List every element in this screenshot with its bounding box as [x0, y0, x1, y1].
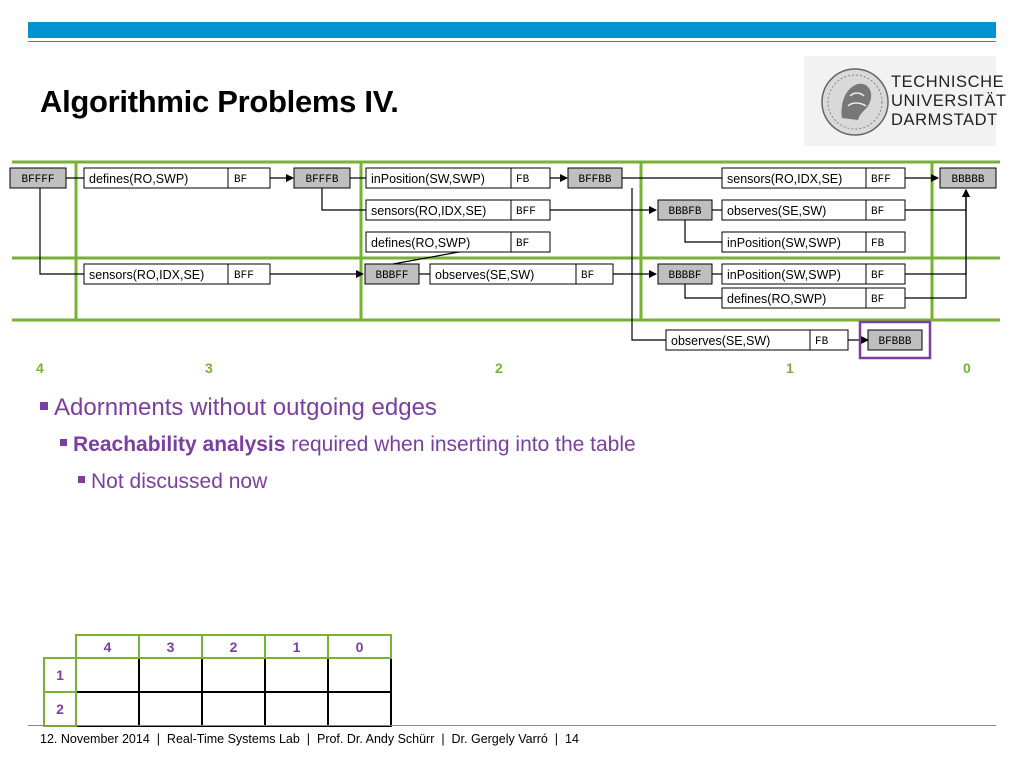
level-label: 3	[205, 360, 213, 376]
svg-text:observes(SE,SW): observes(SE,SW)	[435, 268, 535, 282]
svg-text:BFFFB: BFFFB	[305, 174, 339, 186]
state-node	[658, 264, 712, 284]
literal-node	[366, 168, 550, 188]
table-cell	[202, 658, 265, 692]
table-cell	[202, 692, 265, 726]
reachability-table	[43, 634, 392, 727]
footer-text: 12. November 2014 | Real-Time Systems Lab | Prof. Dr. Andy Schürr | Dr. Gergely Varró | 14	[40, 732, 579, 746]
svg-text:BFF: BFF	[871, 174, 891, 186]
svg-text:inPosition(SW,SWP): inPosition(SW,SWP)	[371, 172, 485, 186]
literal-node	[666, 330, 848, 350]
bullet-square-icon	[40, 402, 48, 410]
state-node	[940, 168, 996, 188]
svg-text:defines(RO,SWP): defines(RO,SWP)	[727, 292, 827, 306]
row-header: 1	[44, 658, 76, 692]
svg-text:BFFFF: BFFFF	[21, 174, 55, 186]
svg-text:BBBBF: BBBBF	[668, 270, 702, 282]
svg-text:BFBBB: BFBBB	[878, 336, 912, 348]
svg-text:sensors(RO,IDX,SE): sensors(RO,IDX,SE)	[371, 204, 487, 218]
table-cell	[328, 692, 391, 726]
state-node	[365, 264, 419, 284]
svg-text:BFFBB: BFFBB	[578, 174, 612, 186]
svg-text:BFF: BFF	[516, 206, 536, 218]
table-cell	[139, 692, 202, 726]
svg-text:BBBFF: BBBFF	[375, 270, 409, 282]
literal-node	[366, 200, 550, 220]
bullet-item: Not discussed now	[78, 470, 267, 494]
svg-text:inPosition(SW,SWP): inPosition(SW,SWP)	[727, 236, 841, 250]
svg-text:observes(SE,SW): observes(SE,SW)	[671, 334, 771, 348]
column-header: 1	[265, 635, 328, 658]
literal-node	[722, 232, 905, 252]
level-label: 0	[963, 360, 971, 376]
table-row	[44, 658, 391, 692]
state-node	[294, 168, 350, 188]
table-cell	[76, 658, 139, 692]
footer-divider	[28, 725, 996, 726]
state-node	[658, 200, 712, 220]
column-header: 2	[202, 635, 265, 658]
svg-text:BF: BF	[871, 270, 885, 282]
column-header: 3	[139, 635, 202, 658]
svg-text:BF: BF	[516, 238, 530, 250]
literal-node	[430, 264, 613, 284]
svg-text:BF: BF	[871, 206, 885, 218]
column-header: 0	[328, 635, 391, 658]
table-cell	[265, 658, 328, 692]
svg-text:BFF: BFF	[234, 270, 254, 282]
logo-text: TECHNISCHE UNIVERSITÄT DARMSTADT	[891, 73, 1007, 129]
bullet-item: Reachability analysis required when inserting into the table	[60, 433, 636, 457]
svg-text:FB: FB	[516, 174, 530, 186]
literal-node	[366, 232, 550, 252]
state-node	[568, 168, 622, 188]
literal-node	[84, 264, 270, 284]
svg-text:FB: FB	[871, 238, 885, 250]
state-node-highlighted	[860, 322, 930, 358]
svg-text:BF: BF	[234, 174, 248, 186]
table-cell	[139, 658, 202, 692]
svg-text:defines(RO,SWP): defines(RO,SWP)	[89, 172, 189, 186]
table-cell	[76, 692, 139, 726]
row-header: 2	[44, 692, 76, 726]
level-label: 2	[495, 360, 503, 376]
svg-text:BF: BF	[581, 270, 595, 282]
table-row	[44, 692, 391, 726]
svg-text:BBBBB: BBBBB	[951, 174, 985, 186]
literal-node	[722, 200, 905, 220]
svg-text:BF: BF	[871, 294, 885, 306]
bullet-square-icon	[60, 439, 67, 446]
svg-text:FB: FB	[815, 336, 829, 348]
column-header: 4	[76, 635, 139, 658]
literal-node	[722, 264, 905, 284]
svg-text:sensors(RO,IDX,SE): sensors(RO,IDX,SE)	[727, 172, 843, 186]
level-label: 1	[786, 360, 794, 376]
svg-text:BBBFB: BBBFB	[668, 206, 702, 218]
table-cell	[265, 692, 328, 726]
level-label: 4	[36, 360, 44, 376]
svg-text:inPosition(SW,SWP): inPosition(SW,SWP)	[727, 268, 841, 282]
literal-node	[722, 168, 905, 188]
svg-text:sensors(RO,IDX,SE): sensors(RO,IDX,SE)	[89, 268, 205, 282]
svg-text:observes(SE,SW): observes(SE,SW)	[727, 204, 827, 218]
bullet-item: Adornments without outgoing edges	[40, 394, 437, 422]
bullet-square-icon	[78, 476, 85, 483]
svg-text:defines(RO,SWP): defines(RO,SWP)	[371, 236, 471, 250]
slide-title: Algorithmic Problems IV.	[40, 84, 399, 119]
table-cell	[328, 658, 391, 692]
state-node	[10, 168, 66, 188]
literal-node	[722, 288, 905, 308]
literal-node	[84, 168, 270, 188]
